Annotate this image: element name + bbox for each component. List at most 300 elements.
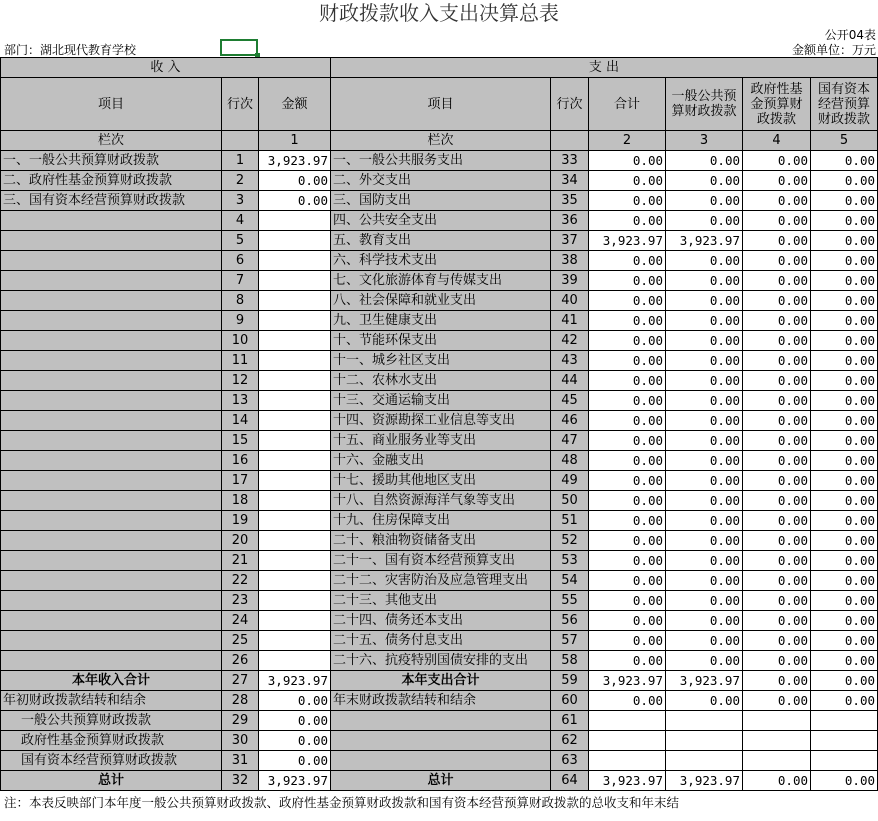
expense-header: 支 出: [331, 58, 878, 78]
income-amount[interactable]: [259, 431, 331, 451]
expense-line: 48: [551, 451, 589, 471]
expense-line: 34: [551, 171, 589, 191]
table-row: [1, 291, 878, 311]
sub-income-line: 31: [222, 751, 259, 771]
general-value[interactable]: 0.00: [666, 351, 743, 371]
state-value[interactable]: 0.00: [811, 671, 878, 691]
state-value[interactable]: 0.00: [811, 771, 878, 791]
fund-value[interactable]: 0.00: [743, 171, 811, 191]
income-item: [1, 391, 222, 411]
state-value[interactable]: 0.00: [811, 411, 878, 431]
state-value[interactable]: 0.00: [811, 691, 878, 711]
general-value[interactable]: 0.00: [666, 611, 743, 631]
expense-line: 41: [551, 311, 589, 331]
state-value[interactable]: 0.00: [811, 591, 878, 611]
sub-expense-line: 63: [551, 751, 589, 771]
general-value[interactable]: 0.00: [666, 191, 743, 211]
col-item-income: 项目: [1, 78, 222, 131]
general-value[interactable]: 0.00: [666, 371, 743, 391]
state-value[interactable]: 0.00: [811, 551, 878, 571]
state-value[interactable]: 0.00: [811, 311, 878, 331]
income-line: 3: [222, 191, 259, 211]
fund-value[interactable]: 0.00: [743, 331, 811, 351]
total-value[interactable]: 0.00: [589, 631, 666, 651]
col-number-3: 3: [666, 131, 743, 151]
income-item: 三、国有资本经营预算财政拨款: [1, 191, 222, 211]
income-item: 一、一般公共预算财政拨款: [1, 151, 222, 171]
fund-value[interactable]: 0.00: [743, 351, 811, 371]
empty-cell: [551, 131, 589, 151]
total-value[interactable]: 0.00: [589, 451, 666, 471]
general-value[interactable]: 0.00: [666, 291, 743, 311]
expense-line: 52: [551, 531, 589, 551]
fund-value[interactable]: 0.00: [743, 411, 811, 431]
income-item: [1, 511, 222, 531]
empty-cell: [331, 751, 551, 771]
expense-item: 八、社会保障和就业支出: [331, 291, 551, 311]
income-line: 4: [222, 211, 259, 231]
income-amount[interactable]: [259, 211, 331, 231]
fund-value[interactable]: 0.00: [743, 651, 811, 671]
general-value[interactable]: 0.00: [666, 171, 743, 191]
total-value[interactable]: 0.00: [589, 591, 666, 611]
general-value[interactable]: 0.00: [666, 471, 743, 491]
income-item: [1, 551, 222, 571]
expense-item: 四、公共安全支出: [331, 211, 551, 231]
state-value[interactable]: 0.00: [811, 231, 878, 251]
general-value[interactable]: 0.00: [666, 271, 743, 291]
income-line: 10: [222, 331, 259, 351]
table-row: [1, 571, 878, 591]
general-value[interactable]: 0.00: [666, 531, 743, 551]
fund-value[interactable]: 0.00: [743, 511, 811, 531]
general-value[interactable]: 3,923.97: [666, 231, 743, 251]
fund-value[interactable]: 0.00: [743, 311, 811, 331]
total-value[interactable]: 0.00: [589, 331, 666, 351]
sub-income-amount[interactable]: 0.00: [259, 711, 331, 731]
sub-income-label: 一般公共预算财政拨款: [1, 711, 222, 731]
expense-line: 40: [551, 291, 589, 311]
empty-cell[interactable]: [666, 731, 743, 751]
income-item: [1, 631, 222, 651]
total-value[interactable]: 0.00: [589, 431, 666, 451]
income-item: [1, 471, 222, 491]
income-line: 7: [222, 271, 259, 291]
general-value[interactable]: 0.00: [666, 511, 743, 531]
table-row: [1, 351, 878, 371]
income-amount[interactable]: [259, 571, 331, 591]
income-line: 18: [222, 491, 259, 511]
state-value[interactable]: 0.00: [811, 651, 878, 671]
income-amount[interactable]: [259, 251, 331, 271]
fund-value[interactable]: 0.00: [743, 271, 811, 291]
income-line: 23: [222, 591, 259, 611]
income-item: [1, 571, 222, 591]
general-value[interactable]: 0.00: [666, 491, 743, 511]
expense-line: 53: [551, 551, 589, 571]
general-value[interactable]: 0.00: [666, 651, 743, 671]
general-value[interactable]: 0.00: [666, 431, 743, 451]
col-label-expense: 栏次: [331, 131, 551, 151]
empty-cell[interactable]: [666, 711, 743, 731]
grand-expense-line: 64: [551, 771, 589, 791]
income-amount[interactable]: [259, 591, 331, 611]
table-row: [1, 431, 878, 451]
expense-line: 42: [551, 331, 589, 351]
col-number-4: 4: [743, 131, 811, 151]
expense-item: 十四、资源勘探工业信息等支出: [331, 411, 551, 431]
department-label: 部门：湖北现代教育学校: [4, 43, 137, 57]
expense-line: 39: [551, 271, 589, 291]
general-value[interactable]: 0.00: [666, 391, 743, 411]
state-value[interactable]: 0.00: [811, 571, 878, 591]
empty-cell[interactable]: [743, 711, 811, 731]
fund-value[interactable]: 0.00: [743, 211, 811, 231]
table-row: [1, 331, 878, 351]
table-row: [1, 391, 878, 411]
fund-value[interactable]: 0.00: [743, 431, 811, 451]
income-amount[interactable]: [259, 311, 331, 331]
income-item: [1, 411, 222, 431]
income-amount[interactable]: [259, 351, 331, 371]
income-amount[interactable]: [259, 451, 331, 471]
empty-cell[interactable]: [589, 731, 666, 751]
general-value[interactable]: 0.00: [666, 151, 743, 171]
expense-item: 十、节能环保支出: [331, 331, 551, 351]
income-amount[interactable]: [259, 231, 331, 251]
fund-value[interactable]: 0.00: [743, 671, 811, 691]
carry-expense-label: 年末财政拨款结转和结余: [331, 691, 551, 711]
fund-value[interactable]: 0.00: [743, 491, 811, 511]
income-line: 21: [222, 551, 259, 571]
income-amount[interactable]: [259, 411, 331, 431]
table-row: [1, 651, 878, 671]
total-value[interactable]: 3,923.97: [589, 671, 666, 691]
col-label-income: 栏次: [1, 131, 222, 151]
total-value[interactable]: 0.00: [589, 211, 666, 231]
table-row: [1, 631, 878, 651]
fund-value[interactable]: 0.00: [743, 451, 811, 471]
income-item: [1, 591, 222, 611]
total-value[interactable]: 0.00: [589, 371, 666, 391]
col-line-expense: 行次: [551, 78, 589, 131]
total-value[interactable]: 0.00: [589, 611, 666, 631]
empty-cell[interactable]: [811, 751, 878, 771]
state-value[interactable]: 0.00: [811, 531, 878, 551]
expense-item: 五、教育支出: [331, 231, 551, 251]
col-number-2: 2: [589, 131, 666, 151]
expense-line: 58: [551, 651, 589, 671]
total-value[interactable]: 0.00: [589, 551, 666, 571]
expense-item: 十八、自然资源海洋气象等支出: [331, 491, 551, 511]
total-value[interactable]: 0.00: [589, 691, 666, 711]
table-row: [1, 231, 878, 251]
total-value[interactable]: 0.00: [589, 531, 666, 551]
state-value[interactable]: 0.00: [811, 471, 878, 491]
income-header: 收 入: [1, 58, 331, 78]
carry-expense-line: 60: [551, 691, 589, 711]
col-state: 国有资本经营预算财政拨款: [811, 78, 878, 131]
empty-cell[interactable]: [743, 731, 811, 751]
table-row: [1, 671, 878, 691]
grand-income-label: 总计: [1, 771, 222, 791]
fund-value[interactable]: 0.00: [743, 391, 811, 411]
income-line: 20: [222, 531, 259, 551]
expense-line: 45: [551, 391, 589, 411]
expense-line: 46: [551, 411, 589, 431]
grand-income-amount[interactable]: 3,923.97: [259, 771, 331, 791]
income-amount[interactable]: [259, 631, 331, 651]
total-income-amount[interactable]: 3,923.97: [259, 671, 331, 691]
expense-item: 十七、援助其他地区支出: [331, 471, 551, 491]
state-value[interactable]: 0.00: [811, 391, 878, 411]
income-amount[interactable]: [259, 511, 331, 531]
income-line: 9: [222, 311, 259, 331]
general-value[interactable]: 0.00: [666, 411, 743, 431]
total-value[interactable]: 0.00: [589, 151, 666, 171]
empty-cell[interactable]: [743, 751, 811, 771]
fund-value[interactable]: 0.00: [743, 231, 811, 251]
grand-expense-label: 总计: [331, 771, 551, 791]
income-amount[interactable]: [259, 371, 331, 391]
expense-line: 44: [551, 371, 589, 391]
general-value[interactable]: 0.00: [666, 631, 743, 651]
state-value[interactable]: 0.00: [811, 351, 878, 371]
expense-line: 38: [551, 251, 589, 271]
col-total: 合计: [589, 78, 666, 131]
empty-cell[interactable]: [589, 711, 666, 731]
income-amount[interactable]: [259, 531, 331, 551]
table-row: [1, 191, 878, 211]
expense-item: 十一、城乡社区支出: [331, 351, 551, 371]
total-value[interactable]: 0.00: [589, 191, 666, 211]
state-value[interactable]: 0.00: [811, 491, 878, 511]
expense-line: 35: [551, 191, 589, 211]
expense-item: 十九、住房保障支出: [331, 511, 551, 531]
total-value[interactable]: 0.00: [589, 251, 666, 271]
expense-item: 一、一般公共服务支出: [331, 151, 551, 171]
income-amount[interactable]: [259, 291, 331, 311]
income-line: 19: [222, 511, 259, 531]
income-amount[interactable]: [259, 551, 331, 571]
expense-line: 50: [551, 491, 589, 511]
fund-value[interactable]: 0.00: [743, 691, 811, 711]
page-title: 财政拨款收入支出决算总表: [319, 1, 559, 25]
income-line: 8: [222, 291, 259, 311]
expense-line: 55: [551, 591, 589, 611]
general-value[interactable]: 0.00: [666, 451, 743, 471]
income-item: [1, 351, 222, 371]
general-value[interactable]: 0.00: [666, 311, 743, 331]
general-value[interactable]: 0.00: [666, 571, 743, 591]
income-amount[interactable]: [259, 271, 331, 291]
general-value[interactable]: 3,923.97: [666, 671, 743, 691]
expense-item: 二十、粮油物资储备支出: [331, 531, 551, 551]
income-amount[interactable]: 0.00: [259, 171, 331, 191]
state-value[interactable]: 0.00: [811, 331, 878, 351]
fund-value[interactable]: 0.00: [743, 591, 811, 611]
total-value[interactable]: 0.00: [589, 171, 666, 191]
general-value[interactable]: 0.00: [666, 251, 743, 271]
total-value[interactable]: 0.00: [589, 311, 666, 331]
state-value[interactable]: 0.00: [811, 271, 878, 291]
state-value[interactable]: 0.00: [811, 431, 878, 451]
footnote: 注：本表反映部门本年度一般公共预算财政拨款、政府性基金预算财政拨款和国有资本经营预算财政拨款的总收支和年末结: [4, 795, 680, 810]
fund-value[interactable]: 0.00: [743, 771, 811, 791]
expense-item: 七、文化旅游体育与传媒支出: [331, 271, 551, 291]
state-value[interactable]: 0.00: [811, 511, 878, 531]
fund-value[interactable]: 0.00: [743, 251, 811, 271]
total-value[interactable]: 0.00: [589, 491, 666, 511]
expense-line: 47: [551, 431, 589, 451]
expense-item: 六、科学技术支出: [331, 251, 551, 271]
total-income-line: 27: [222, 671, 259, 691]
total-value[interactable]: 0.00: [589, 411, 666, 431]
fund-value[interactable]: 0.00: [743, 631, 811, 651]
total-value[interactable]: 0.00: [589, 651, 666, 671]
state-value[interactable]: 0.00: [811, 291, 878, 311]
col-amount: 金额: [259, 78, 331, 131]
table-row: [1, 591, 878, 611]
empty-cell[interactable]: [811, 731, 878, 751]
empty-cell: [331, 731, 551, 751]
income-line: 5: [222, 231, 259, 251]
fund-value[interactable]: 0.00: [743, 571, 811, 591]
table-row: [1, 171, 878, 191]
fund-value[interactable]: 0.00: [743, 151, 811, 171]
total-value[interactable]: 0.00: [589, 471, 666, 491]
state-value[interactable]: 0.00: [811, 151, 878, 171]
expense-line: 33: [551, 151, 589, 171]
expense-item: 九、卫生健康支出: [331, 311, 551, 331]
expense-line: 37: [551, 231, 589, 251]
income-amount[interactable]: 3,923.97: [259, 151, 331, 171]
state-value[interactable]: 0.00: [811, 611, 878, 631]
total-value[interactable]: 0.00: [589, 291, 666, 311]
total-value[interactable]: 0.00: [589, 271, 666, 291]
income-item: [1, 491, 222, 511]
expense-item: 二十四、债务还本支出: [331, 611, 551, 631]
carry-income-amount[interactable]: 0.00: [259, 691, 331, 711]
income-amount[interactable]: 0.00: [259, 191, 331, 211]
col-number-5: 5: [811, 131, 878, 151]
total-income-label: 本年收入合计: [1, 671, 222, 691]
general-value[interactable]: 0.00: [666, 551, 743, 571]
sub-income-amount[interactable]: 0.00: [259, 751, 331, 771]
state-value[interactable]: 0.00: [811, 211, 878, 231]
income-amount[interactable]: [259, 471, 331, 491]
state-value[interactable]: 0.00: [811, 191, 878, 211]
income-item: [1, 231, 222, 251]
income-amount[interactable]: [259, 331, 331, 351]
fund-value[interactable]: 0.00: [743, 471, 811, 491]
empty-cell[interactable]: [666, 751, 743, 771]
income-item: [1, 331, 222, 351]
table-row: [1, 151, 878, 171]
expense-line: 36: [551, 211, 589, 231]
income-amount[interactable]: [259, 651, 331, 671]
total-value[interactable]: 0.00: [589, 351, 666, 371]
income-item: [1, 531, 222, 551]
income-line: 22: [222, 571, 259, 591]
col-line-income: 行次: [222, 78, 259, 131]
income-item: [1, 451, 222, 471]
fund-value[interactable]: 0.00: [743, 531, 811, 551]
income-item: [1, 311, 222, 331]
income-line: 24: [222, 611, 259, 631]
total-value[interactable]: 3,923.97: [589, 771, 666, 791]
total-value[interactable]: 3,923.97: [589, 231, 666, 251]
table-row: [1, 471, 878, 491]
state-value[interactable]: 0.00: [811, 631, 878, 651]
table-row: [1, 511, 878, 531]
fund-value[interactable]: 0.00: [743, 551, 811, 571]
table-row: [1, 531, 878, 551]
col-number-1: 1: [259, 131, 331, 151]
empty-cell: [222, 131, 259, 151]
table-row: [1, 271, 878, 291]
income-item: [1, 251, 222, 271]
total-value[interactable]: 0.00: [589, 391, 666, 411]
income-amount[interactable]: [259, 611, 331, 631]
expense-item: 二十六、抗疫特别国债安排的支出: [331, 651, 551, 671]
sub-expense-line: 62: [551, 731, 589, 751]
general-value[interactable]: 3,923.97: [666, 771, 743, 791]
sub-income-label: 政府性基金预算财政拨款: [1, 731, 222, 751]
expense-item: 十六、金融支出: [331, 451, 551, 471]
sub-income-amount[interactable]: 0.00: [259, 731, 331, 751]
fund-value[interactable]: 0.00: [743, 371, 811, 391]
fund-value[interactable]: 0.00: [743, 291, 811, 311]
state-value[interactable]: 0.00: [811, 451, 878, 471]
empty-cell: [331, 711, 551, 731]
income-item: [1, 651, 222, 671]
selected-cell[interactable]: [220, 39, 258, 56]
general-value[interactable]: 0.00: [666, 691, 743, 711]
income-line: 14: [222, 411, 259, 431]
income-line: 16: [222, 451, 259, 471]
general-value[interactable]: 0.00: [666, 331, 743, 351]
budget-table: [0, 57, 878, 791]
general-value[interactable]: 0.00: [666, 591, 743, 611]
income-item: [1, 431, 222, 451]
fund-value[interactable]: 0.00: [743, 611, 811, 631]
total-value[interactable]: 0.00: [589, 511, 666, 531]
state-value[interactable]: 0.00: [811, 371, 878, 391]
expense-item: 十二、农林水支出: [331, 371, 551, 391]
income-line: 13: [222, 391, 259, 411]
income-item: [1, 211, 222, 231]
income-amount[interactable]: [259, 391, 331, 411]
sub-income-line: 30: [222, 731, 259, 751]
general-value[interactable]: 0.00: [666, 211, 743, 231]
income-amount[interactable]: [259, 491, 331, 511]
state-value[interactable]: 0.00: [811, 171, 878, 191]
income-line: 11: [222, 351, 259, 371]
table-row: [1, 611, 878, 631]
sub-income-line: 29: [222, 711, 259, 731]
empty-cell[interactable]: [589, 751, 666, 771]
total-value[interactable]: 0.00: [589, 571, 666, 591]
fund-value[interactable]: 0.00: [743, 191, 811, 211]
expense-item: 二十二、灾害防治及应急管理支出: [331, 571, 551, 591]
expense-item: 二、外交支出: [331, 171, 551, 191]
col-general: 一般公共预算财政拨款: [666, 78, 743, 131]
empty-cell[interactable]: [811, 711, 878, 731]
form-number: 公开04表: [824, 28, 876, 42]
income-item: [1, 291, 222, 311]
state-value[interactable]: 0.00: [811, 251, 878, 271]
